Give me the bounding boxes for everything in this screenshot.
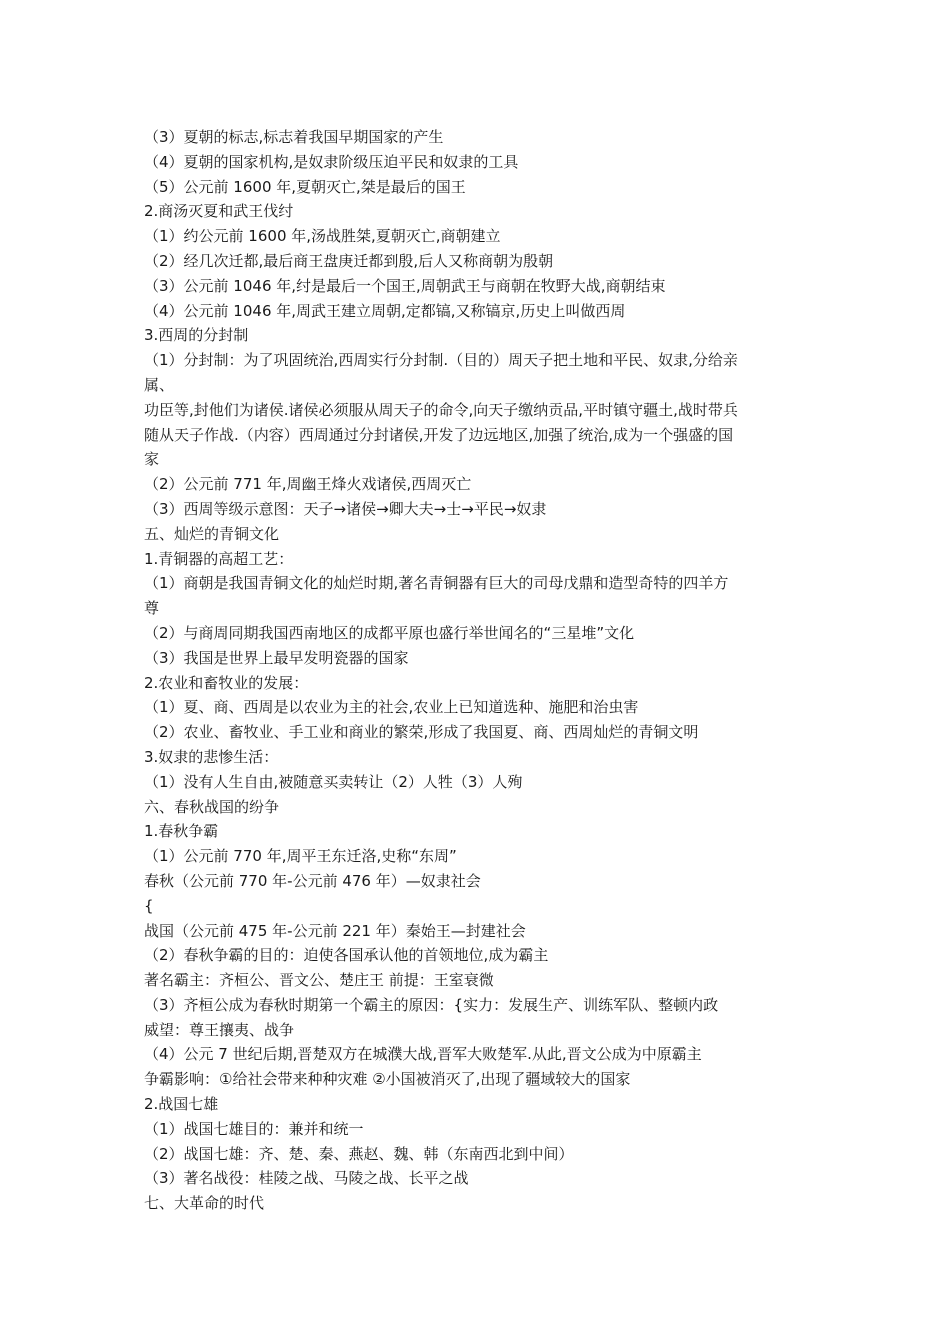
text-line: （3）夏朝的标志,标志着我国早期国家的产生 — [144, 128, 444, 146]
text-line: 家 — [144, 450, 160, 469]
text-line: （4）公元 7 世纪后期,晋楚双方在城濮大战,晋军大败楚军.从此,晋文公成为中原霸主 — [144, 1045, 702, 1064]
section-heading: 1.春秋争霸 — [144, 822, 219, 841]
text-line: （3）西周等级示意图：天子→诸侯→卿大夫→士→平民→奴隶 — [144, 499, 547, 518]
text-line: （3）著名战役：桂陵之战、马陵之战、长平之战 — [144, 1169, 469, 1188]
text-line: 著名霸主：齐桓公、晋文公、楚庄王 前提：王室衰微 — [144, 971, 494, 990]
text-line: （1）公元前 770 年,周平王东迁洛,史称“东周” — [144, 847, 457, 866]
chapter-heading: 五、灿烂的青铜文化 — [144, 524, 280, 543]
text-line: （3）公元前 1046 年,纣是最后一个国王,周朝武王与商朝在牧野大战,商朝结束 — [144, 276, 666, 295]
text-line: 春秋（公元前 770 年-公元前 476 年）—奴隶社会 — [144, 871, 481, 890]
text-line: （2）公元前 771 年,周幽王烽火戏诸侯,西周灭亡 — [144, 475, 472, 494]
chapter-heading: 七、大革命的时代 — [144, 1194, 265, 1213]
chapter-heading: 六、春秋战国的纷争 — [144, 797, 280, 816]
text-line: 随从天子作战.（内容）西周通过分封诸侯,开发了边远地区,加强了统治,成为一个强盛的国 — [144, 425, 734, 444]
text-line: （5）公元前 1600 年,夏朝灭亡,桀是最后的国王 — [144, 177, 466, 196]
section-heading: 1.青铜器的高超工艺： — [144, 549, 294, 568]
text-line: （4）夏朝的国家机构,是奴隶阶级压迫平民和奴隶的工具 — [144, 152, 519, 171]
document-body — [144, 125, 814, 1216]
text-line: （1）战国七雄目的：兼并和统一 — [144, 1119, 364, 1138]
text-line: （2）经几次迁都,最后商王盘庚迁都到殷,后人又称商朝为殷朝 — [144, 251, 554, 270]
text-line: 功臣等,封他们为诸侯.诸侯必须服从周天子的命令,向天子缴纳贡品,平时镇守疆土,战时带兵 — [144, 400, 738, 419]
text-line: （1）约公元前 1600 年,汤战胜桀,夏朝灭亡,商朝建立 — [144, 227, 501, 246]
text-line: 属、 — [144, 375, 175, 394]
text-line: （1）夏、商、西周是以农业为主的社会,农业上已知道选种、施肥和治虫害 — [144, 698, 639, 717]
text-line: 战国（公元前 475 年-公元前 221 年）秦始王—封建社会 — [144, 921, 526, 940]
text-line: （3）齐桓公成为春秋时期第一个霸主的原因：{实力：发展生产、训练军队、整顿内政 — [144, 995, 719, 1014]
section-heading: 2.战国七雄 — [144, 1095, 219, 1114]
text-line: （4）公元前 1046 年,周武王建立周朝,定都镐,又称镐京,历史上叫做西周 — [144, 301, 626, 320]
section-heading: 2.农业和畜牧业的发展： — [144, 673, 309, 692]
text-line: 尊 — [144, 599, 160, 618]
text-line: （1）没有人生自由,被随意买卖转让（2）人牲（3）人殉 — [144, 772, 523, 791]
text-line: （1）商朝是我国青铜文化的灿烂时期,著名青铜器有巨大的司母戊鼎和造型奇特的四羊方 — [144, 574, 729, 593]
text-line: （3）我国是世界上最早发明瓷器的国家 — [144, 648, 409, 667]
text-line: （2）农业、畜牧业、手工业和商业的繁荣,形成了我国夏、商、西周灿烂的青铜文明 — [144, 723, 699, 742]
text-line: （2）战国七雄：齐、楚、秦、燕赵、魏、韩（东南西北到中间） — [144, 1144, 574, 1163]
brace-line: { — [144, 896, 154, 915]
text-line: （2）与商周同期我国西南地区的成都平原也盛行举世闻名的“三星堆”文化 — [144, 623, 635, 642]
text-line: 争霸影响：①给社会带来种种灾难 ②小国被消灭了,出现了疆域较大的国家 — [144, 1070, 631, 1089]
text-line: （1）分封制：为了巩固统治,西周实行分封制.（目的）周天子把土地和平民、奴隶,分给亲 — [144, 351, 738, 370]
section-heading: 3.西周的分封制 — [144, 326, 249, 345]
text-line: 威望：尊王攘夷、战争 — [144, 1020, 295, 1039]
section-heading: 2.商汤灭夏和武王伐纣 — [144, 202, 294, 221]
text-line: （2）春秋争霸的目的：迫使各国承认他的首领地位,成为霸主 — [144, 946, 549, 965]
section-heading: 3.奴隶的悲惨生活： — [144, 747, 279, 766]
